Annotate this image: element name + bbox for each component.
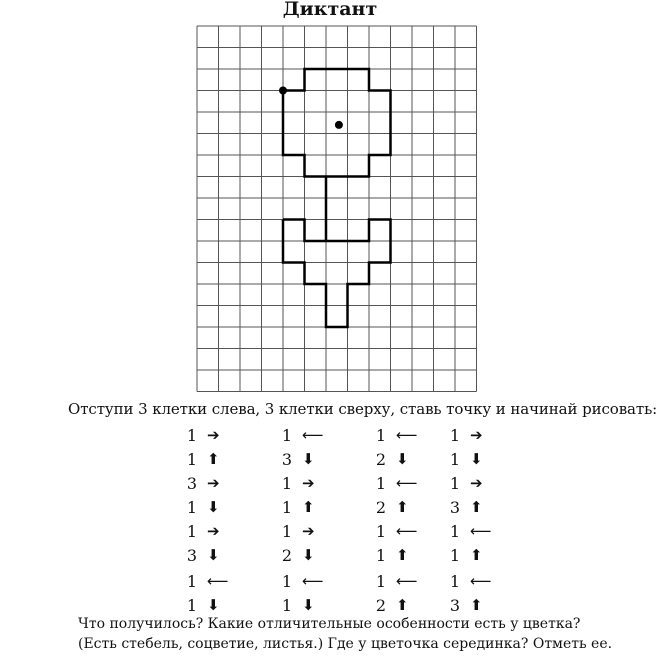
step-count: 1 <box>375 545 386 565</box>
step-2-5 <box>278 520 324 542</box>
arrow-up-icon: ⬆ <box>302 498 315 516</box>
step-count: 2 <box>375 449 386 469</box>
instruction-text: Отступи 3 клетки слева, 3 клетки сверху, ставь точку и начинай рисовать: <box>68 400 658 418</box>
step-count: 1 <box>449 449 460 469</box>
step-1-3 <box>183 472 229 494</box>
arrow-left-icon: ⟵ <box>396 572 418 590</box>
step-count: 1 <box>186 521 197 541</box>
step-count: 2 <box>281 545 292 565</box>
arrow-down-icon: ⬇ <box>207 546 220 564</box>
arrow-down-icon: ⬇ <box>470 450 483 468</box>
arrow-right-icon: ➔ <box>207 474 220 492</box>
step-2-3 <box>278 472 324 494</box>
step-count: 1 <box>281 473 292 493</box>
arrow-up-icon: ⬆ <box>207 450 220 468</box>
step-count: 1 <box>186 595 197 615</box>
arrow-down-icon: ⬇ <box>302 596 315 614</box>
step-3-7 <box>372 570 418 592</box>
step-count: 1 <box>281 521 292 541</box>
step-4-8 <box>446 594 492 616</box>
arrow-right-icon: ➔ <box>470 426 483 444</box>
step-count: 1 <box>449 473 460 493</box>
step-1-6 <box>183 544 229 566</box>
step-3-8 <box>372 594 418 616</box>
flower-leaves-outline <box>283 220 391 328</box>
arrow-up-icon: ⬆ <box>470 596 483 614</box>
step-count: 1 <box>186 571 197 591</box>
arrow-left-icon: ⟵ <box>302 426 324 444</box>
step-3-2 <box>372 448 418 470</box>
step-1-2 <box>183 448 229 470</box>
step-3-5 <box>372 520 418 542</box>
step-count: 1 <box>375 521 386 541</box>
arrow-left-icon: ⟵ <box>470 572 492 590</box>
step-2-1 <box>278 424 324 446</box>
step-count: 1 <box>375 473 386 493</box>
arrow-up-icon: ⬆ <box>396 498 409 516</box>
step-3-6 <box>372 544 418 566</box>
step-count: 1 <box>281 595 292 615</box>
step-count: 1 <box>281 571 292 591</box>
arrow-left-icon: ⟵ <box>396 522 418 540</box>
step-count: 1 <box>449 571 460 591</box>
question-line-1: Что получилось? Какие отличительные особенности есть у цветка? <box>78 616 581 632</box>
step-count: 3 <box>449 497 460 517</box>
arrow-right-icon: ➔ <box>302 474 315 492</box>
step-count: 2 <box>375 497 386 517</box>
step-4-2 <box>446 448 492 470</box>
arrow-up-icon: ⬆ <box>470 498 483 516</box>
step-count: 3 <box>449 595 460 615</box>
page-title: Диктант <box>282 0 378 20</box>
arrow-down-icon: ⬇ <box>302 450 315 468</box>
arrow-up-icon: ⬆ <box>396 546 409 564</box>
step-2-7 <box>278 570 324 592</box>
step-count: 1 <box>186 497 197 517</box>
step-count: 2 <box>375 595 386 615</box>
step-count: 1 <box>186 449 197 469</box>
step-2-4 <box>278 496 324 518</box>
step-count: 1 <box>449 545 460 565</box>
step-count: 1 <box>281 497 292 517</box>
arrow-down-icon: ⬇ <box>207 596 220 614</box>
arrow-left-icon: ⟵ <box>396 474 418 492</box>
arrow-up-icon: ⬆ <box>396 596 409 614</box>
arrow-down-icon: ⬇ <box>396 450 409 468</box>
arrow-left-icon: ⟵ <box>470 522 492 540</box>
flower-center-dot <box>335 121 343 129</box>
step-1-8 <box>183 594 229 616</box>
step-4-7 <box>446 570 492 592</box>
step-count: 1 <box>281 425 292 445</box>
step-count: 3 <box>281 449 292 469</box>
arrow-right-icon: ➔ <box>207 522 220 540</box>
step-1-4 <box>183 496 229 518</box>
arrow-left-icon: ⟵ <box>207 572 229 590</box>
step-4-6 <box>446 544 492 566</box>
step-count: 1 <box>375 425 386 445</box>
step-count: 1 <box>449 521 460 541</box>
step-4-5 <box>446 520 492 542</box>
question-line-2: (Есть стебель, соцветие, листья.) Где у цветочка серединка? Отметь ее. <box>78 636 613 652</box>
step-2-8 <box>278 594 324 616</box>
step-count: 1 <box>375 571 386 591</box>
step-2-2 <box>278 448 324 470</box>
arrow-up-icon: ⬆ <box>470 546 483 564</box>
arrow-left-icon: ⟵ <box>396 426 418 444</box>
start-dot <box>279 87 287 95</box>
step-4-3 <box>446 472 492 494</box>
step-1-5 <box>183 520 229 542</box>
step-3-3 <box>372 472 418 494</box>
step-3-4 <box>372 496 418 518</box>
step-1-1 <box>183 424 229 446</box>
step-count: 1 <box>449 425 460 445</box>
step-count: 1 <box>186 425 197 445</box>
step-2-6 <box>278 544 324 566</box>
arrow-left-icon: ⟵ <box>302 572 324 590</box>
step-4-1 <box>446 424 492 446</box>
arrow-down-icon: ⬇ <box>207 498 220 516</box>
step-1-7 <box>183 570 229 592</box>
step-count: 3 <box>186 473 197 493</box>
step-count: 3 <box>186 545 197 565</box>
step-4-4 <box>446 496 492 518</box>
arrow-down-icon: ⬇ <box>302 546 315 564</box>
arrow-right-icon: ➔ <box>302 522 315 540</box>
arrow-right-icon: ➔ <box>470 474 483 492</box>
step-3-1 <box>372 424 418 446</box>
arrow-right-icon: ➔ <box>207 426 220 444</box>
